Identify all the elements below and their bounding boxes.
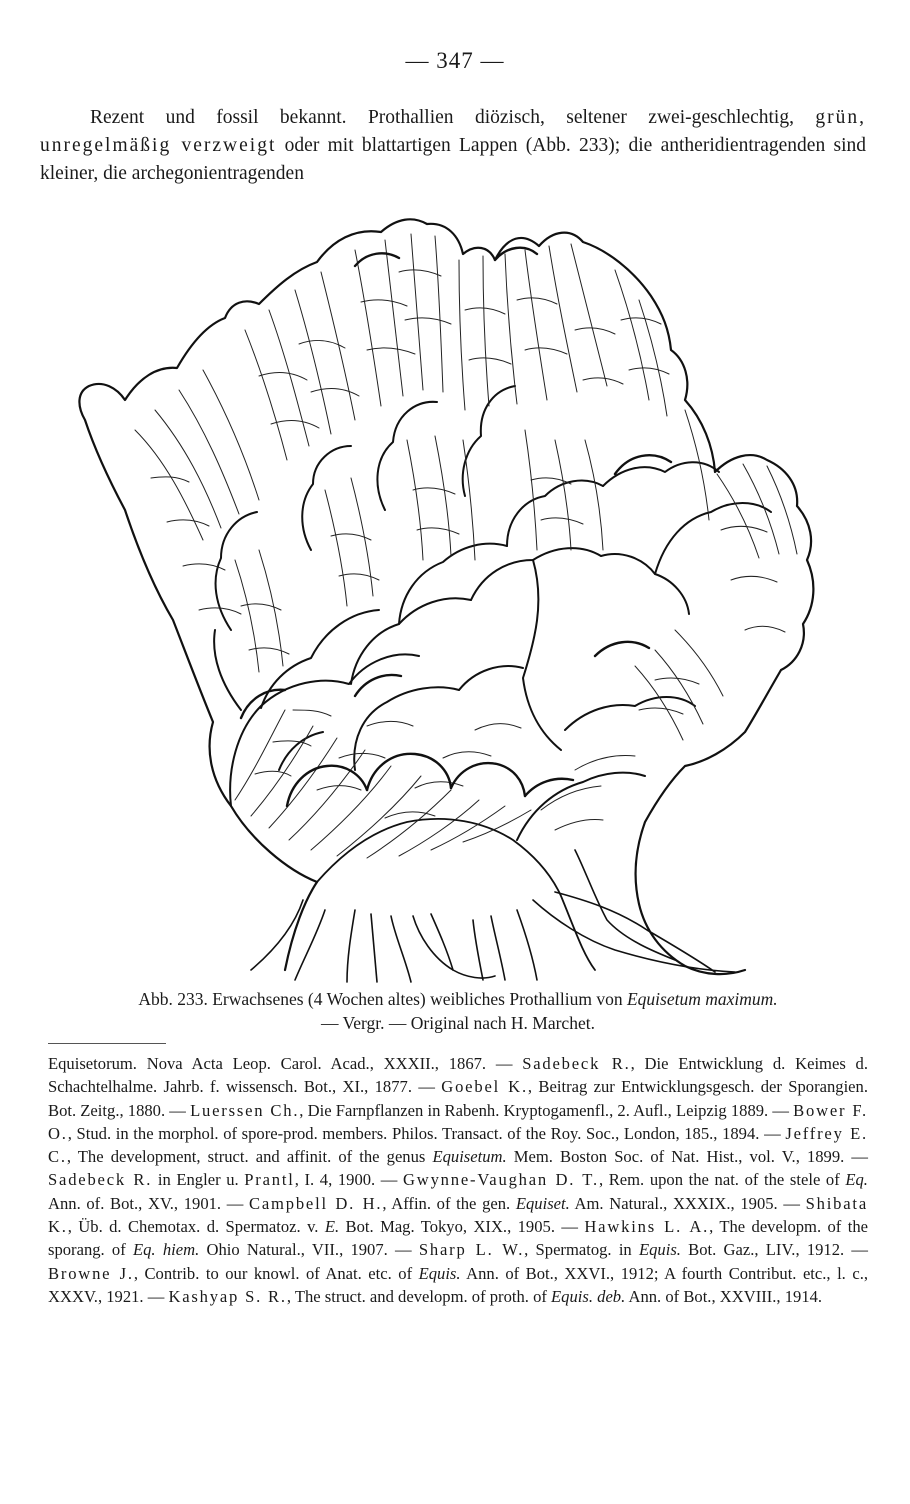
intro-text-spaced: grün, unregelmäßig verzweigt: [40, 107, 866, 156]
reference-text: Am. Natural., XXXIX., 1905. —: [569, 1193, 806, 1213]
reference-italic: Equis.: [418, 1263, 461, 1283]
caption-species: Equisetum maximum.: [626, 989, 778, 1009]
intro-text-2: oder mit blattartigen Lappen (Abb. 233); die antheridientragenden sind kleiner, die archegonientragenden: [40, 135, 866, 184]
reference-text: , The developm. of the sporang. of: [48, 1217, 869, 1260]
reference-author: Campbell D. H.: [249, 1193, 383, 1213]
reference-author: Browne J.: [48, 1263, 134, 1283]
footnote-rule: [48, 1043, 166, 1044]
reference-author: Prantl: [244, 1170, 295, 1190]
reference-text: Ann. of Bot., XXVI., 1912; A fourth Contribut. etc., l. c., XXXV., 1921. —: [48, 1263, 868, 1306]
intro-text-1: Rezent und fossil bekannt. Prothallien diözisch, seltener zwei-geschlechtig,: [90, 107, 816, 128]
reference-text: , Contrib. to our knowl. of Anat. etc. of: [133, 1263, 419, 1283]
reference-text: Ohio Natural., VII., 1907. —: [199, 1240, 419, 1260]
prothallium-lobes: [214, 386, 771, 840]
reference-author: Kashyap S. R.: [168, 1286, 287, 1306]
reference-author: Shibata K.: [48, 1193, 868, 1237]
caption-prefix: Abb. 233. Erwachsenes (4 Wochen altes) weibliches Prothallium von: [138, 989, 627, 1009]
reference-text: , Stud. in the morphol. of spore-prod. members. Philos. Transact. of the Roy. Soc., London, 185., 1894. —: [67, 1123, 786, 1143]
rhizoids: [251, 850, 735, 982]
reference-text: , Spermatog. in: [524, 1240, 639, 1260]
reference-text: , Beitrag zur Entwicklungsgesch. der Sporangien. Bot. Zeitg., 1880. —: [48, 1077, 868, 1120]
reference-text: Ann. of Bot., XXVIII., 1914.: [625, 1286, 823, 1306]
reference-text: , Affin. of the gen.: [382, 1193, 516, 1213]
reference-text: , Die Farnpflanzen in Rabenh. Kryptogamenfl., 2. Aufl., Leipzig 1889. —: [299, 1100, 794, 1120]
reference-author: Jeffrey E. C.: [48, 1123, 868, 1167]
reference-author: Sharp L. W.: [418, 1240, 525, 1260]
reference-text: Bot. Gaz., LIV., 1912. —: [680, 1240, 869, 1260]
reference-text: , I. 4, 1900. —: [294, 1170, 404, 1190]
reference-text: , Rem. upon the nat. of the stele of: [598, 1170, 846, 1190]
caption-suffix: — Vergr. — Original nach H. Marchet.: [321, 1013, 595, 1033]
reference-text: , Üb. d. Chemotax. d. Spermatoz. v.: [67, 1217, 325, 1237]
reference-author: Sadebeck R.: [48, 1170, 153, 1190]
reference-author: Luerssen Ch.: [190, 1100, 300, 1120]
reference-text: , The struct. and developm. of proth. of: [286, 1286, 552, 1306]
prothallium-illustration: [55, 210, 855, 985]
prothallium-outline: [79, 219, 813, 974]
reference-italic: Eq.: [845, 1170, 868, 1190]
reference-italic: Equisetum.: [432, 1147, 507, 1167]
reference-text: Equisetorum. Nova Acta Leop. Carol. Acad., XXXII., 1867. —: [48, 1054, 523, 1073]
reference-text: , Die Entwicklung d. Keimes d. Schachtelhalme. Jahrb. f. wissensch. Bot., XI., 1877. —: [48, 1054, 869, 1097]
reference-italic: Eq. hiem.: [133, 1240, 200, 1260]
reference-author: Gwynne-Vaughan D. T.: [403, 1170, 599, 1190]
reference-italic: Equis. deb.: [551, 1286, 626, 1306]
reference-text: Ann. of. Bot., XV., 1901. —: [48, 1193, 249, 1213]
reference-author: Goebel K.: [441, 1077, 528, 1097]
reference-italic: Equiset.: [515, 1193, 570, 1213]
meristem-margins: [241, 248, 671, 806]
prothallium-base: [317, 819, 595, 970]
reference-italic: E.: [324, 1217, 340, 1237]
reference-text: , The development, struct. and affinit. of the genus: [66, 1147, 433, 1167]
reference-text: Bot. Mag. Tokyo, XIX., 1905. —: [339, 1217, 585, 1237]
reference-author: Bower F. O.: [48, 1100, 868, 1143]
reference-text: in Engler u.: [152, 1170, 245, 1190]
page-number: — 347 —: [405, 48, 505, 73]
cell-network: [135, 234, 797, 858]
reference-text: Mem. Boston Soc. of Nat. Hist., vol. V., 1899. —: [506, 1147, 868, 1167]
reference-author: Sadebeck R.: [522, 1054, 631, 1073]
references-block: [48, 1052, 868, 1308]
reference-italic: Equis.: [638, 1240, 681, 1260]
figure-caption: [48, 987, 868, 1035]
intro-paragraph: [40, 104, 866, 188]
reference-author: Hawkins L. A.: [584, 1217, 710, 1237]
